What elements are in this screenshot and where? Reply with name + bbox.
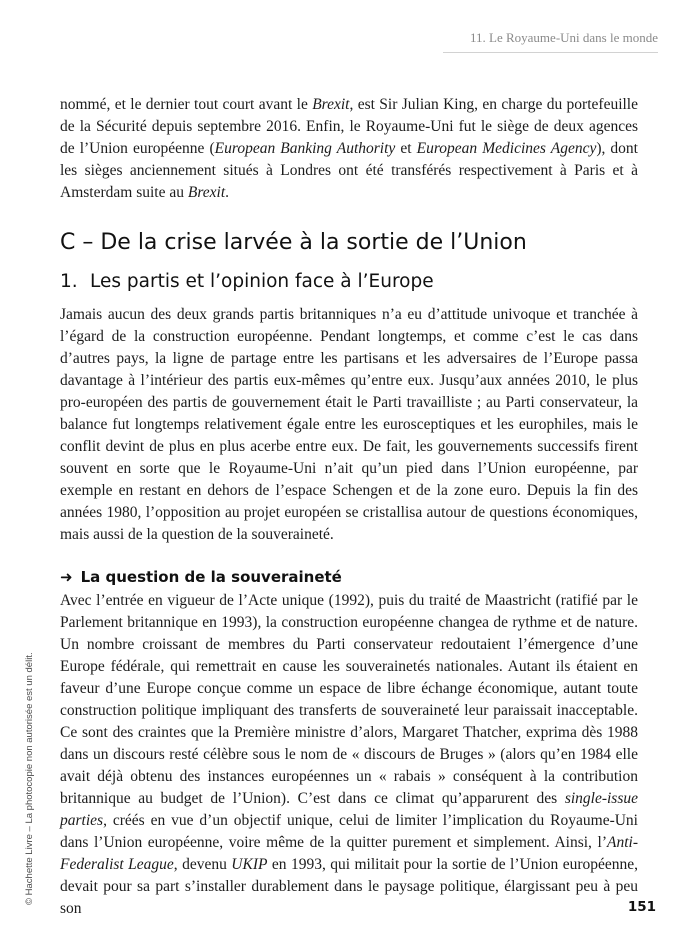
- section-heading: C – De la crise larvée à la sortie de l’Union: [60, 230, 527, 255]
- intro-text-4: ), dont les sièges anciennement situés à Londres ont été transférés respectivement à Paris et à Amsterdam suite au: [60, 140, 638, 201]
- sovereignty-italic-3: UKIP: [231, 856, 268, 873]
- intro-text-1: nommé, et le dernier tout court avant le: [60, 96, 313, 113]
- running-head: 11. Le Royaume-Uni dans le monde: [470, 30, 658, 45]
- running-head-divider: [443, 52, 658, 53]
- subsection-heading: [60, 268, 638, 296]
- intro-italic-1: Brexit: [312, 96, 350, 113]
- sovereignty-text-4: en 1993, qui militait pour la sortie de l’Union européenne, devait pour sa part s’installer durablement dans le paysage politique, élargissant peu à peu son: [60, 856, 639, 917]
- page-number: 151: [627, 899, 656, 915]
- sovereignty-text-1: Avec l’entrée en vigueur de l’Acte unique (1992), puis du traité de Maastricht (ratifié par le Parlement britannique en 1993), la construction européenne changea de rythme et de nature. Un nombre croissant de membres du Parti conservateur redoutaient l’émergence d’une Europe fédérale, qui remettrait en cause les souverainetés nationales. Autant ils étaient en faveur d’une Europe conçue comme un espace de libre échange économique, autant toute construction politique impliquant des transferts de souveraineté leur paraissait inacceptable. Ce sont des craintes que la Première ministre d’alors, Margaret Thatcher, exprima dès 1988 dans un discours resté célèbre sous le nom de « discours de Bruges » (alors qu’en 1984 elle avait déjà obtenu des instances européennes un « rabais » conséquent à la contribution britannique au budget de l’Union). C’est dans ce climat qu’apparurent des: [60, 592, 638, 807]
- intro-text-2: , est Sir Julian King, en charge du portefeuille de la Sécurité depuis septembre 2016. Enfin, le Royaume-Uni fut le siège de deux agences de l’Union européenne (: [60, 96, 638, 157]
- sovereignty-text-3: , devenu: [173, 856, 232, 873]
- arrow-subheading: [60, 566, 638, 588]
- sovereignty-text-2: , créés en vue d’un objectif unique, celui de limiter l’implication du Royaume-Uni dans l’Union européenne, voire même de la quitter purement et simplement. Ainsi, l’: [60, 812, 638, 851]
- copyright-side-note: © Hachette Livre – La photocopie non autorisée est un délit.: [24, 652, 35, 905]
- page-body: [60, 94, 638, 920]
- intro-italic-4: Brexit: [187, 184, 226, 201]
- subsection-title: Les partis et l’opinion face à l’Europe: [90, 271, 434, 292]
- subsection-number: 1.: [60, 271, 78, 292]
- sovereignty-italic-1: single-issue parties: [60, 790, 638, 829]
- intro-italic-3: European Medicines Agency: [416, 140, 597, 157]
- intro-text-5: .: [225, 184, 230, 201]
- intro-italic-2: European Banking Authority: [214, 140, 396, 157]
- intro-paragraph: [60, 94, 638, 204]
- intro-text-3: et: [395, 140, 417, 157]
- sovereignty-italic-2: Anti-Federalist League: [60, 834, 638, 873]
- paragraph-parties: Jamais aucun des deux grands partis britanniques n’a eu d’attitude univoque et tranchée à l’égard de la construction européenne. Pendant longtemps, et comme c’est le cas dans d’autres pays, la ligne de partage entre les partisans et les adversaires de l’Europe passa davantage à l’intérieur des partis eux-mêmes qu’entre eux. Jusqu’aux années 2010, le plus pro-européen des partis de gouvernement était le Parti travailliste ; au Parti conservateur, la balance fut longtemps relativement égale entre les eurosceptiques et les europhiles, mais le conflit devint de plus en plus acerbe entre eux. De fait, les gouvernements successifs firent souvent en sorte que le Royaume-Uni n’ait qu’un pied dans l’Union européenne, par exemple en restant en dehors de l’espace Schengen et de la zone euro. Depuis la fin des années 1980, l’opposition au projet européen se cristallisa autour de questions économiques, mais aussi de la question de la souveraineté.: [60, 306, 638, 543]
- arrow-icon: ➜: [60, 568, 73, 586]
- paragraph-sovereignty: [60, 590, 638, 920]
- arrow-subheading-text: La question de la souveraineté: [80, 568, 342, 586]
